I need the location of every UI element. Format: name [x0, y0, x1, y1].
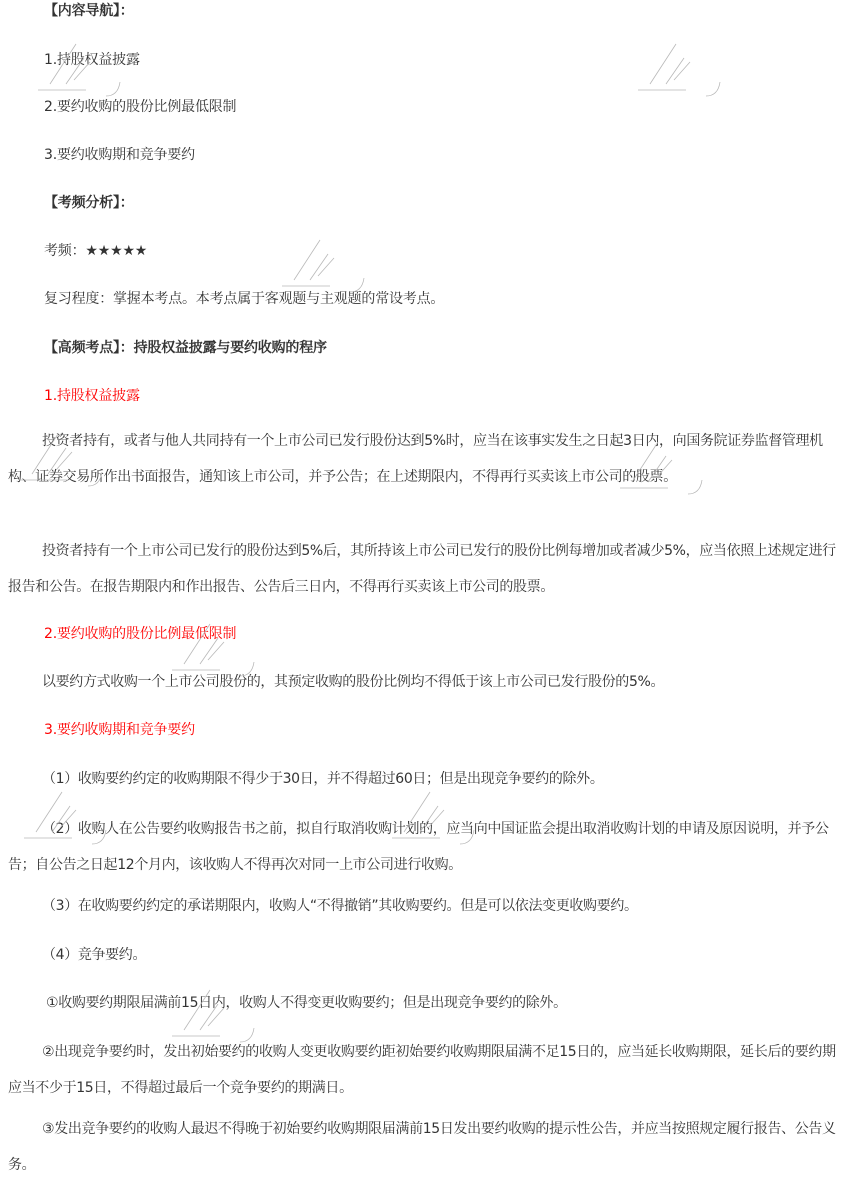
section-3-sub-item-3: ③发出竞争要约的收购人最迟不得晚于初始要约收购期限届满前15日发出要约收购的提示性公告，并应当按照规定履行报告、公告义务。 — [8, 1121, 836, 1173]
section-2-paragraph-1: 以要约方式收购一个上市公司股份的，其预定收购的股份比例均不得低于该上市公司已发行股份的5%。 — [42, 674, 665, 690]
section-title-1: 1.持股权益披露 — [44, 388, 140, 404]
frequency-rating: 考频：★★★★★ — [44, 243, 148, 259]
section-title-3: 3.要约收购期和竞争要约 — [44, 722, 195, 738]
section-3-item-1: （1）收购要约约定的收购期限不得少于30日，并不得超过60日；但是出现竞争要约的除外。 — [42, 771, 604, 787]
nav-item-2: 2.要约收购的股份比例最低限制 — [44, 99, 237, 115]
watermark-icon — [638, 42, 728, 102]
section-3-item-3: （3）在收购要约约定的承诺期限内，收购人“不得撤销”其收购要约。但是可以依法变更收购要约。 — [42, 898, 638, 914]
section-1-paragraph-1: 投资者持有，或者与他人共同持有一个上市公司已发行股份达到5%时，应当在该事实发生之日起3日内，向国务院证券监督管理机构、证券交易所作出书面报告，通知该上市公司，并予公告；在上述期限内，不得再行买卖该上市公司的股票。 — [8, 433, 823, 485]
section-3-sub-item-2: ②出现竞争要约时，发出初始要约的收购人变更收购要约距初始要约收购期限届满不足15日的，应当延长收购期限，延长后的要约期应当不少于15日，不得超过最后一个竞争要约的期满日。 — [8, 1044, 836, 1096]
key-point-heading: 【高频考点】：持股权益披露与要约收购的程序 — [44, 340, 327, 356]
section-3-item-4: （4）竞争要约。 — [42, 947, 147, 963]
review-level: 复习程度：掌握本考点。本考点属于客观题与主观题的常设考点。 — [44, 291, 445, 307]
nav-heading: 【内容导航】： — [44, 3, 134, 19]
frequency-heading: 【考频分析】： — [44, 195, 134, 211]
section-1-paragraph-2: 投资者持有一个上市公司已发行的股份达到5%后，其所持该上市公司已发行的股份比例每增加或者减少5%，应当依照上述规定进行报告和公告。在报告期限内和作出报告、公告后三日内，不得再行买卖该上市公司的股票。 — [8, 543, 836, 595]
section-3-sub-item-1: ①收购要约期限届满前15日内，收购人不得变更收购要约；但是出现竞争要约的除外。 — [46, 995, 567, 1011]
nav-item-3: 3.要约收购期和竞争要约 — [44, 147, 195, 163]
nav-item-1: 1.持股权益披露 — [44, 52, 140, 68]
section-3-item-2: （2）收购人在公告要约收购报告书之前，拟自行取消收购计划的，应当向中国证监会提出取消收购计划的申请及原因说明，并予公告；自公告之日起12个月内，该收购人不得再次对同一上市公司进行收购。 — [8, 821, 829, 873]
section-title-2: 2.要约收购的股份比例最低限制 — [44, 626, 237, 642]
